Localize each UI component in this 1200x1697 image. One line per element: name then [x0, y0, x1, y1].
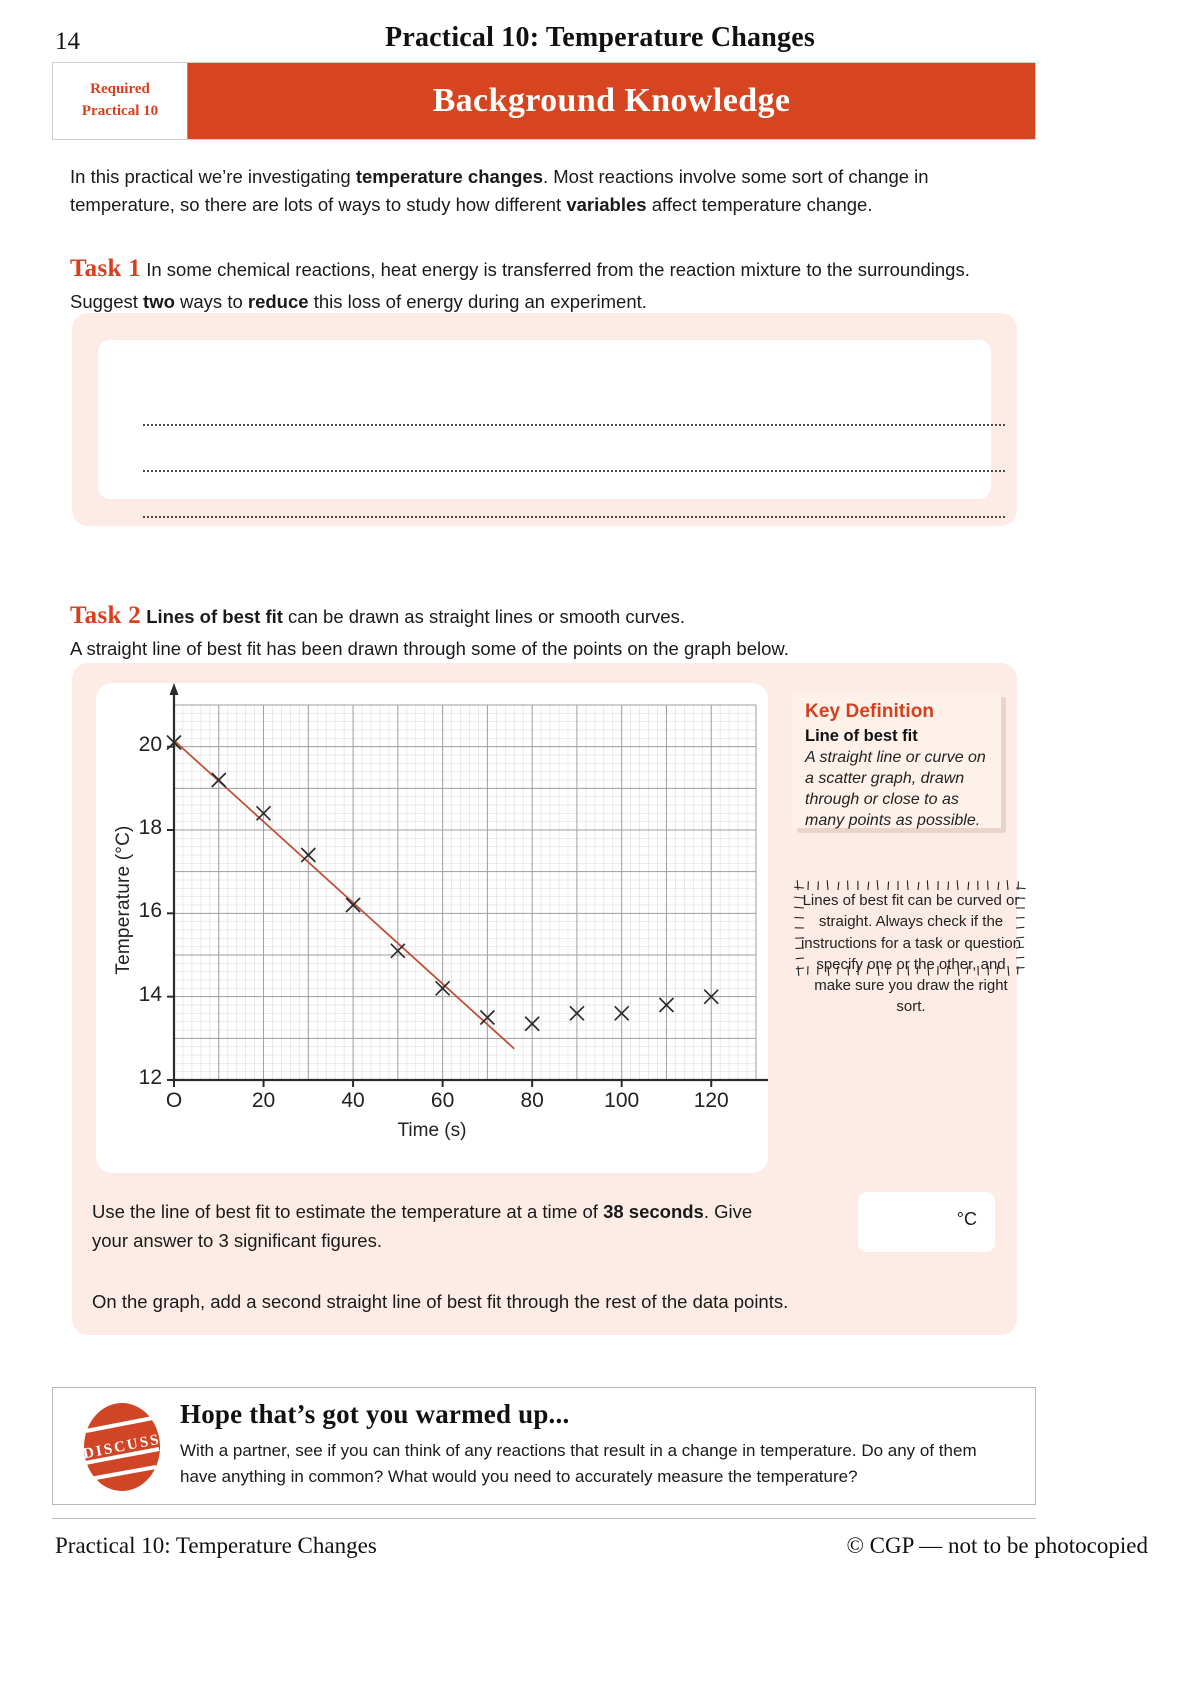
answer-line-1[interactable] — [143, 422, 1005, 426]
intro-text-3: affect temperature change. — [646, 194, 873, 216]
discuss-stamp-icon — [76, 1401, 168, 1493]
task-2-label: Task 2 — [70, 602, 142, 629]
y-tick-label: 12 — [138, 1066, 162, 1089]
chart-y-axis-label: Temperature (°C) — [113, 825, 134, 975]
intro-bold-1: temperature changes — [355, 166, 543, 187]
y-tick-label: 18 — [138, 816, 162, 839]
x-tick-label: 80 — [520, 1089, 544, 1112]
section-banner — [52, 62, 1036, 140]
required-practical-line2: Practical 10 — [81, 103, 159, 119]
task-2-bold-1: Lines of best fit — [146, 606, 283, 627]
required-practical-line1: Required — [90, 81, 150, 98]
page-title: Practical 10: Temperature Changes — [385, 22, 815, 53]
y-tick-label: 14 — [138, 982, 162, 1006]
required-practical-tab — [53, 63, 188, 139]
answer-line-3[interactable] — [143, 514, 1005, 518]
tip-note — [786, 872, 1034, 1016]
discuss-title: Hope that’s got you warmed up... — [180, 1399, 570, 1429]
task-2-text-2: A straight line of best fit has been drawn through some of the points on the graph below. — [70, 638, 789, 659]
x-tick-label: 60 — [430, 1089, 455, 1112]
task-1-answer-area[interactable] — [98, 340, 991, 499]
footer-right: © CGP — not to be photocopied — [846, 1533, 1148, 1558]
task-1-bold-2: reduce — [247, 291, 309, 312]
svg-text:DISCUSS: DISCUSS — [81, 1431, 163, 1463]
task-1-bold-1: two — [143, 291, 175, 312]
estimate-text-1: Use the line of best fit to estimate the temperature at a time of — [92, 1201, 604, 1222]
estimate-text-2: . Give your answer to 3 significant figures. — [92, 1201, 753, 1251]
task-1-text-2: ways to — [174, 291, 248, 312]
intro-text-2: . Most reactions involve some sort of change in temperature, so there are lots of ways to study how different — [70, 166, 929, 216]
page-number: 14 — [55, 28, 80, 55]
temperature-answer-box[interactable] — [858, 1192, 995, 1252]
x-tick-label: 20 — [251, 1089, 276, 1112]
banner-title-area — [188, 63, 1035, 139]
task-2-heading — [70, 597, 1005, 663]
key-definition-body: A straight line or curve on a scatter graph, drawn through or close to as many points as possible. — [805, 749, 986, 830]
key-definition-term: Line of best fit — [805, 727, 918, 745]
discuss-body: With a partner, see if you can think of any reactions that result in a change in temperature. Do any of them have anything in common? What would you need to accurately measure the temperature? — [180, 1441, 977, 1486]
estimate-bold: 38 seconds — [603, 1201, 704, 1222]
scatter-chart — [96, 683, 768, 1173]
discuss-box — [52, 1387, 1036, 1505]
answer-line-2[interactable] — [143, 468, 1005, 472]
footer-divider — [52, 1518, 1036, 1519]
chart-x-axis-label: Time (s) — [397, 1120, 467, 1141]
x-tick-label: O — [165, 1089, 183, 1112]
intro-text-1: In this practical we’re investigating — [70, 166, 356, 187]
footer-left: Practical 10: Temperature Changes — [55, 1533, 377, 1558]
x-tick-label: 40 — [341, 1089, 365, 1112]
task-1-answer-panel — [72, 313, 1017, 526]
task-1-text-3: this loss of energy during an experiment. — [308, 291, 647, 312]
x-tick-label: 100 — [604, 1089, 640, 1112]
answer-unit: °C — [956, 1209, 977, 1229]
second-instruction: On the graph, add a second straight line of best fit through the rest of the data points. — [92, 1291, 789, 1312]
task-1-text-1: In some chemical reactions, heat energy is transferred from the reaction mixture to the surroundings. Suggest — [70, 259, 970, 312]
y-tick-label: 16 — [138, 899, 162, 923]
task-1-heading — [70, 250, 1005, 316]
tip-note-text: Lines of best fit can be curved or straight. Always check if the instructions for a task or question specify one or the other, and make sure you draw the right sort. — [800, 892, 1022, 1016]
intro-paragraph — [70, 163, 1005, 219]
estimate-question — [92, 1198, 782, 1255]
key-definition-title: Key Definition — [805, 701, 935, 722]
banner-title: Background Knowledge — [432, 82, 791, 119]
task-1-label: Task 1 — [70, 255, 142, 282]
key-definition-box — [792, 692, 1001, 828]
graph-card — [96, 683, 768, 1173]
y-tick-label: 20 — [138, 732, 162, 756]
intro-bold-2: variables — [566, 194, 647, 216]
task-2-text-1: can be drawn as straight lines or smooth curves. — [282, 606, 685, 627]
x-tick-label: 120 — [693, 1089, 729, 1112]
